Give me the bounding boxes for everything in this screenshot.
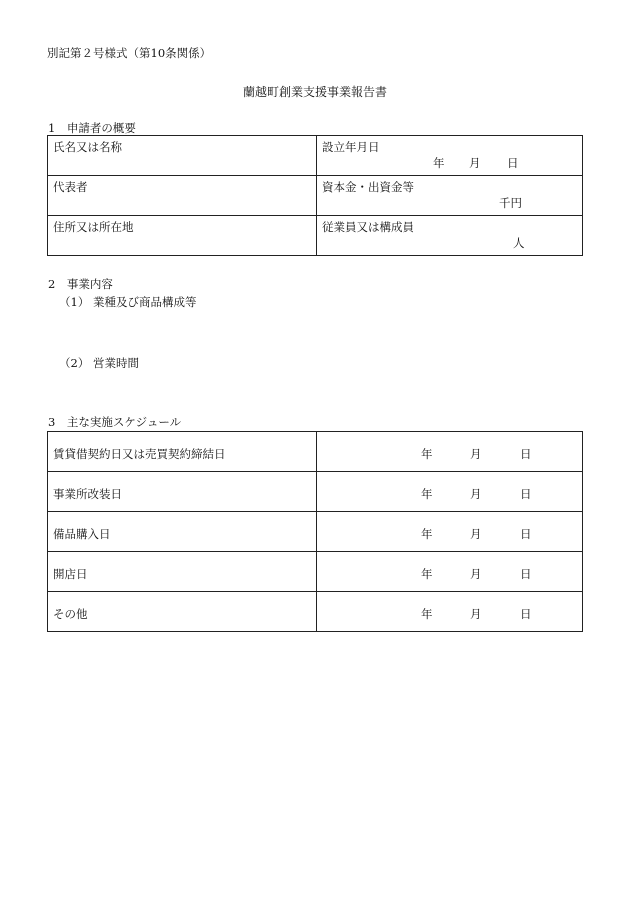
schedule-date-cell[interactable] [317, 512, 583, 552]
day-label: 日 [520, 567, 532, 581]
year-label: 年 [421, 607, 433, 621]
capital-unit: 千円 [499, 196, 522, 210]
day-label: 日 [520, 447, 532, 461]
month-label: 月 [469, 156, 481, 170]
schedule-label-cell [48, 552, 317, 592]
schedule-date-cell[interactable] [317, 592, 583, 632]
section-3-heading: 3 主な実施スケジュール [48, 415, 182, 429]
address-cell[interactable] [48, 216, 317, 256]
document-title: 蘭越町創業支援事業報告書 [242, 85, 387, 99]
name-label: 氏名又は名称 [53, 140, 122, 154]
year-label: 年 [421, 487, 433, 501]
business-hours-heading: （2） 営業時間 [59, 356, 139, 370]
capital-label: 資本金・出資金等 [322, 180, 414, 194]
employees-cell[interactable] [317, 216, 583, 256]
table-row [48, 472, 583, 512]
section-2-heading: 2 事業内容 [48, 277, 113, 291]
table-row [48, 592, 583, 632]
name-cell[interactable] [48, 136, 317, 176]
table-row [48, 512, 583, 552]
address-label: 住所又は所在地 [53, 220, 134, 234]
table-row [48, 176, 583, 216]
schedule-label-cell [48, 592, 317, 632]
table-row [48, 216, 583, 256]
opening-date-label: 開店日 [53, 567, 88, 581]
month-label: 月 [470, 567, 482, 581]
month-label: 月 [470, 447, 482, 461]
day-label: 日 [520, 607, 532, 621]
day-label: 日 [520, 487, 532, 501]
section-1-heading: 1 申請者の概要 [48, 121, 136, 135]
schedule-date-cell[interactable] [317, 472, 583, 512]
representative-label: 代表者 [53, 180, 88, 194]
employees-unit: 人 [513, 236, 525, 250]
capital-cell[interactable] [317, 176, 583, 216]
year-label: 年 [421, 567, 433, 581]
month-label: 月 [470, 527, 482, 541]
schedule-label-cell [48, 472, 317, 512]
business-type-heading: （1） 業種及び商品構成等 [59, 295, 197, 309]
year-label: 年 [433, 156, 445, 170]
year-label: 年 [421, 447, 433, 461]
month-label: 月 [470, 487, 482, 501]
schedule-label-cell [48, 512, 317, 552]
day-label: 日 [520, 527, 532, 541]
table-row [48, 136, 583, 176]
day-label: 日 [507, 156, 519, 170]
employees-label: 従業員又は構成員 [322, 220, 414, 234]
representative-cell[interactable] [48, 176, 317, 216]
schedule-date-cell[interactable] [317, 552, 583, 592]
month-label: 月 [470, 607, 482, 621]
schedule-table [47, 431, 583, 632]
other-label: その他 [53, 607, 88, 621]
applicant-overview-table [47, 135, 583, 256]
year-label: 年 [421, 527, 433, 541]
equipment-purchase-date-label: 備品購入日 [53, 527, 111, 541]
establishment-date-cell[interactable] [317, 136, 583, 176]
contract-date-label: 賃貸借契約日又は売買契約締結日 [53, 447, 226, 461]
form-number: 別記第２号様式（第10条関係） [47, 46, 212, 60]
establishment-date-label: 設立年月日 [322, 140, 380, 154]
table-row [48, 432, 583, 472]
schedule-date-cell[interactable] [317, 432, 583, 472]
renovation-date-label: 事業所改装日 [53, 487, 122, 501]
schedule-label-cell [48, 432, 317, 472]
table-row [48, 552, 583, 592]
